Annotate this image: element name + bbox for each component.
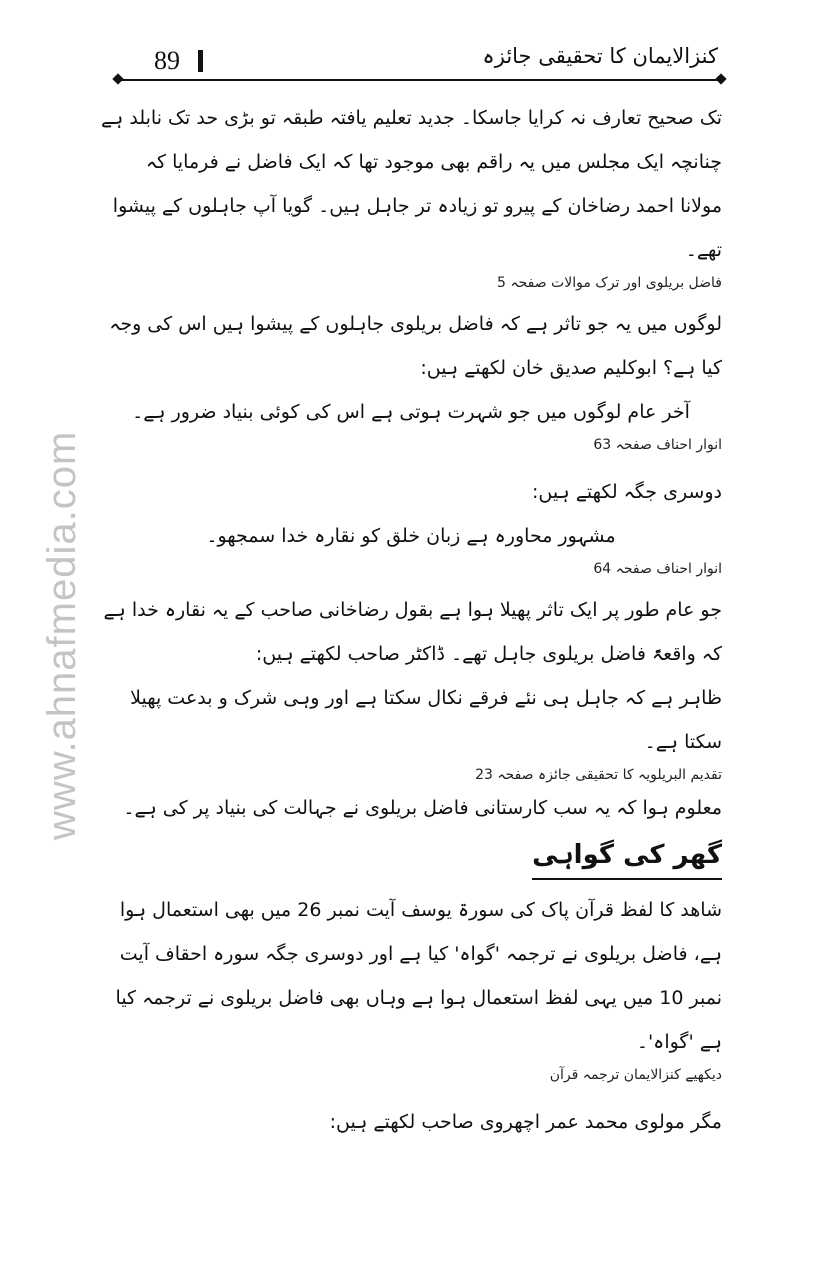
reference: تقدیم البریلویہ کا تحقیقی جائزہ صفحہ 23 (475, 767, 722, 783)
header-rule (118, 79, 721, 81)
header-divider-bar (198, 50, 203, 72)
section-heading-wrap (100, 836, 722, 880)
watermark: www.ahnafmedia.com (40, 430, 84, 840)
reference: فاضل بریلوی اور ترک موالات صفحہ 5 (497, 275, 722, 291)
paragraph: تک صحیح تعارف نہ کرایا جاسکا۔ جدید تعلیم یافتہ طبقہ تو بڑی حد تک نابلد ہے چنانچہ ایک مجلس میں یہ راقم بھی موجود تھا کہ ایک فاضل نے فرمایا کہ مولانا احمد رضاخان کے پیرو تو زیادہ تر جاہل ہیں۔ گویا آپ جاہلوں کے پیشوا تھے۔ (101, 107, 722, 261)
page-header (118, 44, 718, 84)
reference: دیکھیے کنزالایمان ترجمہ قرآن (549, 1067, 722, 1083)
reference: انوار احناف صفحہ 64 (593, 561, 722, 577)
paragraph: مگر مولوی محمد عمر اچھروی صاحب لکھتے ہیں: (329, 1111, 722, 1133)
reference: انوار احناف صفحہ 63 (593, 437, 722, 453)
paragraph: دوسری جگہ لکھتے ہیں: (531, 481, 722, 503)
paragraph: ظاہر ہے کہ جاہل ہی نئے فرقے نکال سکتا ہے اور وہی شرک و بدعت پھیلا سکتا ہے۔ (130, 687, 722, 753)
book-title: کنزالایمان کا تحقیقی جائزہ (482, 44, 718, 68)
page-number: 89 (154, 46, 180, 75)
paragraph: شاھد کا لفظ قرآن پاک کی سورۃ یوسف آیت نمبر 26 میں بھی استعمال ہوا ہے، فاضل بریلوی نے ترجمہ 'گواہ' کیا ہے اور دوسری جگہ سورہ احقاف آیت نمبر 10 میں یہی لفظ استعمال ہوا ہے وہاں بھی فاضل بریلوی نے ترجمہ کیا ہے 'گواہ'۔ (115, 899, 722, 1053)
paragraph: معلوم ہوا کہ یہ سب کارستانی فاضل بریلوی نے جہالت کی بنیاد پر کی ہے۔ (123, 797, 722, 819)
paragraph: لوگوں میں یہ جو تاثر ہے کہ فاضل بریلوی جاہلوں کے پیشوا ہیں اس کی وجہ کیا ہے؟ ابوکلیم صدیق خان لکھتے ہیں: (109, 313, 722, 379)
section-heading: گھر کی گواہی (532, 836, 722, 880)
quotation: آخر عام لوگوں میں جو شہرت ہوتی ہے اس کی کوئی بنیاد ضرور ہے۔ (132, 401, 690, 423)
paragraph: جو عام طور پر ایک تاثر پھیلا ہوا ہے بقول رضاخانی صاحب کے یہ نقارہ خدا ہے کہ واقعۃً فاضل بریلوی جاہل تھے۔ ڈاکٹر صاحب لکھتے ہیں: (103, 599, 722, 665)
quotation: مشہور محاورہ ہے زبان خلق کو نقارہ خدا سمجھو۔ (206, 525, 616, 547)
page-content (100, 96, 722, 1144)
